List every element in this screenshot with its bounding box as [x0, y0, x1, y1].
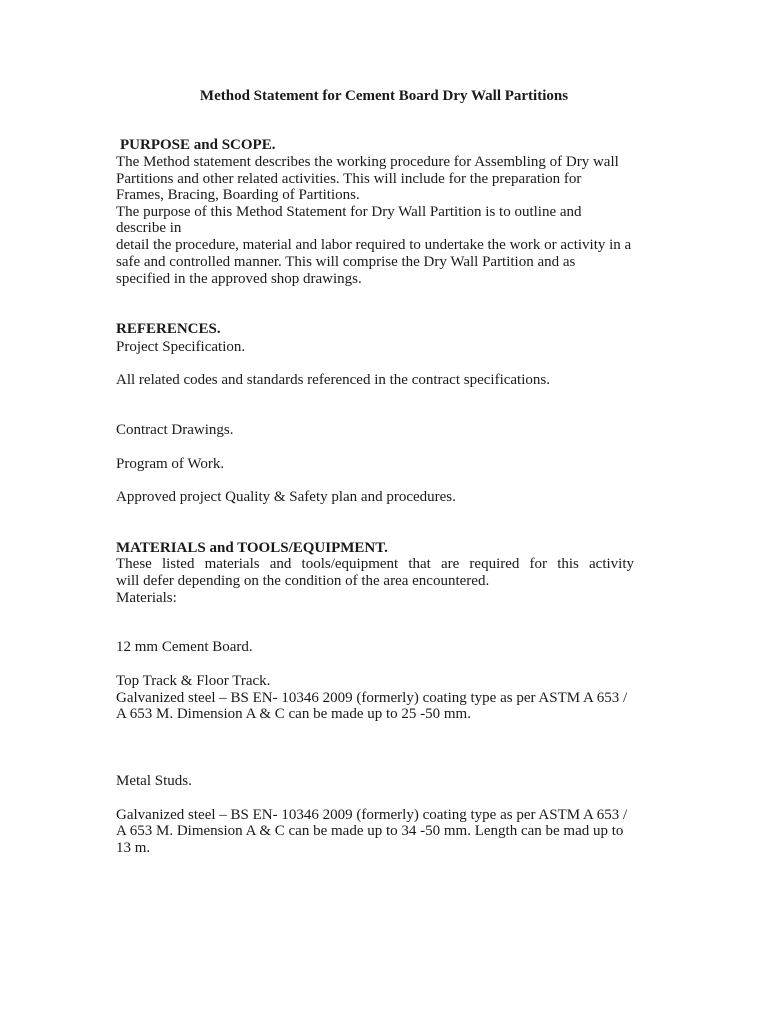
studs-spec-line-1: Galvanized steel – BS EN- 10346 2009 (formerly) coating type as per ASTM A 653 /	[116, 807, 628, 823]
purpose-line-1: The Method statement describes the working procedure for Assembling of Dry wall	[116, 154, 619, 170]
purpose-line-3: Frames, Bracing, Boarding of Partitions.	[116, 187, 360, 203]
reference-item-4: Program of Work.	[116, 456, 225, 472]
cement-board-item: 12 mm Cement Board.	[116, 639, 253, 655]
purpose-line-8: specified in the approved shop drawings.	[116, 271, 362, 287]
purpose-line-6: detail the procedure, material and labor required to undertake the work or activity in a	[116, 237, 632, 253]
purpose-line-5: describe in	[116, 220, 182, 236]
track-spec-line-1: Galvanized steel – BS EN- 10346 2009 (formerly) coating type as per ASTM A 653 /	[116, 690, 628, 706]
materials-intro-line-1: These listed materials and tools/equipment that are required for this activity	[116, 556, 634, 572]
purpose-line-2: Partitions and other related activities. This will include for the preparation for	[116, 171, 582, 187]
studs-item-name: Metal Studs.	[116, 773, 192, 789]
track-spec-line-2: A 653 M. Dimension A & C can be made up to 25 -50 mm.	[116, 706, 471, 722]
track-item-name: Top Track & Floor Track.	[116, 673, 271, 689]
reference-item-1: Project Specification.	[116, 339, 246, 355]
reference-item-2: All related codes and standards referenced in the contract specifications.	[116, 372, 550, 388]
purpose-line-7: safe and controlled manner. This will comprise the Dry Wall Partition and as	[116, 254, 576, 270]
reference-item-3: Contract Drawings.	[116, 422, 234, 438]
materials-intro-line-2: will defer depending on the condition of the area encountered.	[116, 573, 490, 589]
purpose-heading: PURPOSE and SCOPE.	[120, 137, 276, 153]
materials-subheading: Materials:	[116, 590, 177, 606]
studs-spec-line-2: A 653 M. Dimension A & C can be made up to 34 -50 mm. Length can be mad up to	[116, 823, 624, 839]
references-heading: REFERENCES.	[116, 321, 221, 337]
document-title: Method Statement for Cement Board Dry Wall Partitions	[199, 88, 569, 104]
purpose-line-4: The purpose of this Method Statement for Dry Wall Partition is to outline and	[116, 204, 582, 220]
materials-heading: MATERIALS and TOOLS/EQUIPMENT.	[116, 540, 388, 556]
studs-spec-line-3: 13 m.	[116, 840, 151, 856]
reference-item-5: Approved project Quality & Safety plan and procedures.	[116, 489, 456, 505]
